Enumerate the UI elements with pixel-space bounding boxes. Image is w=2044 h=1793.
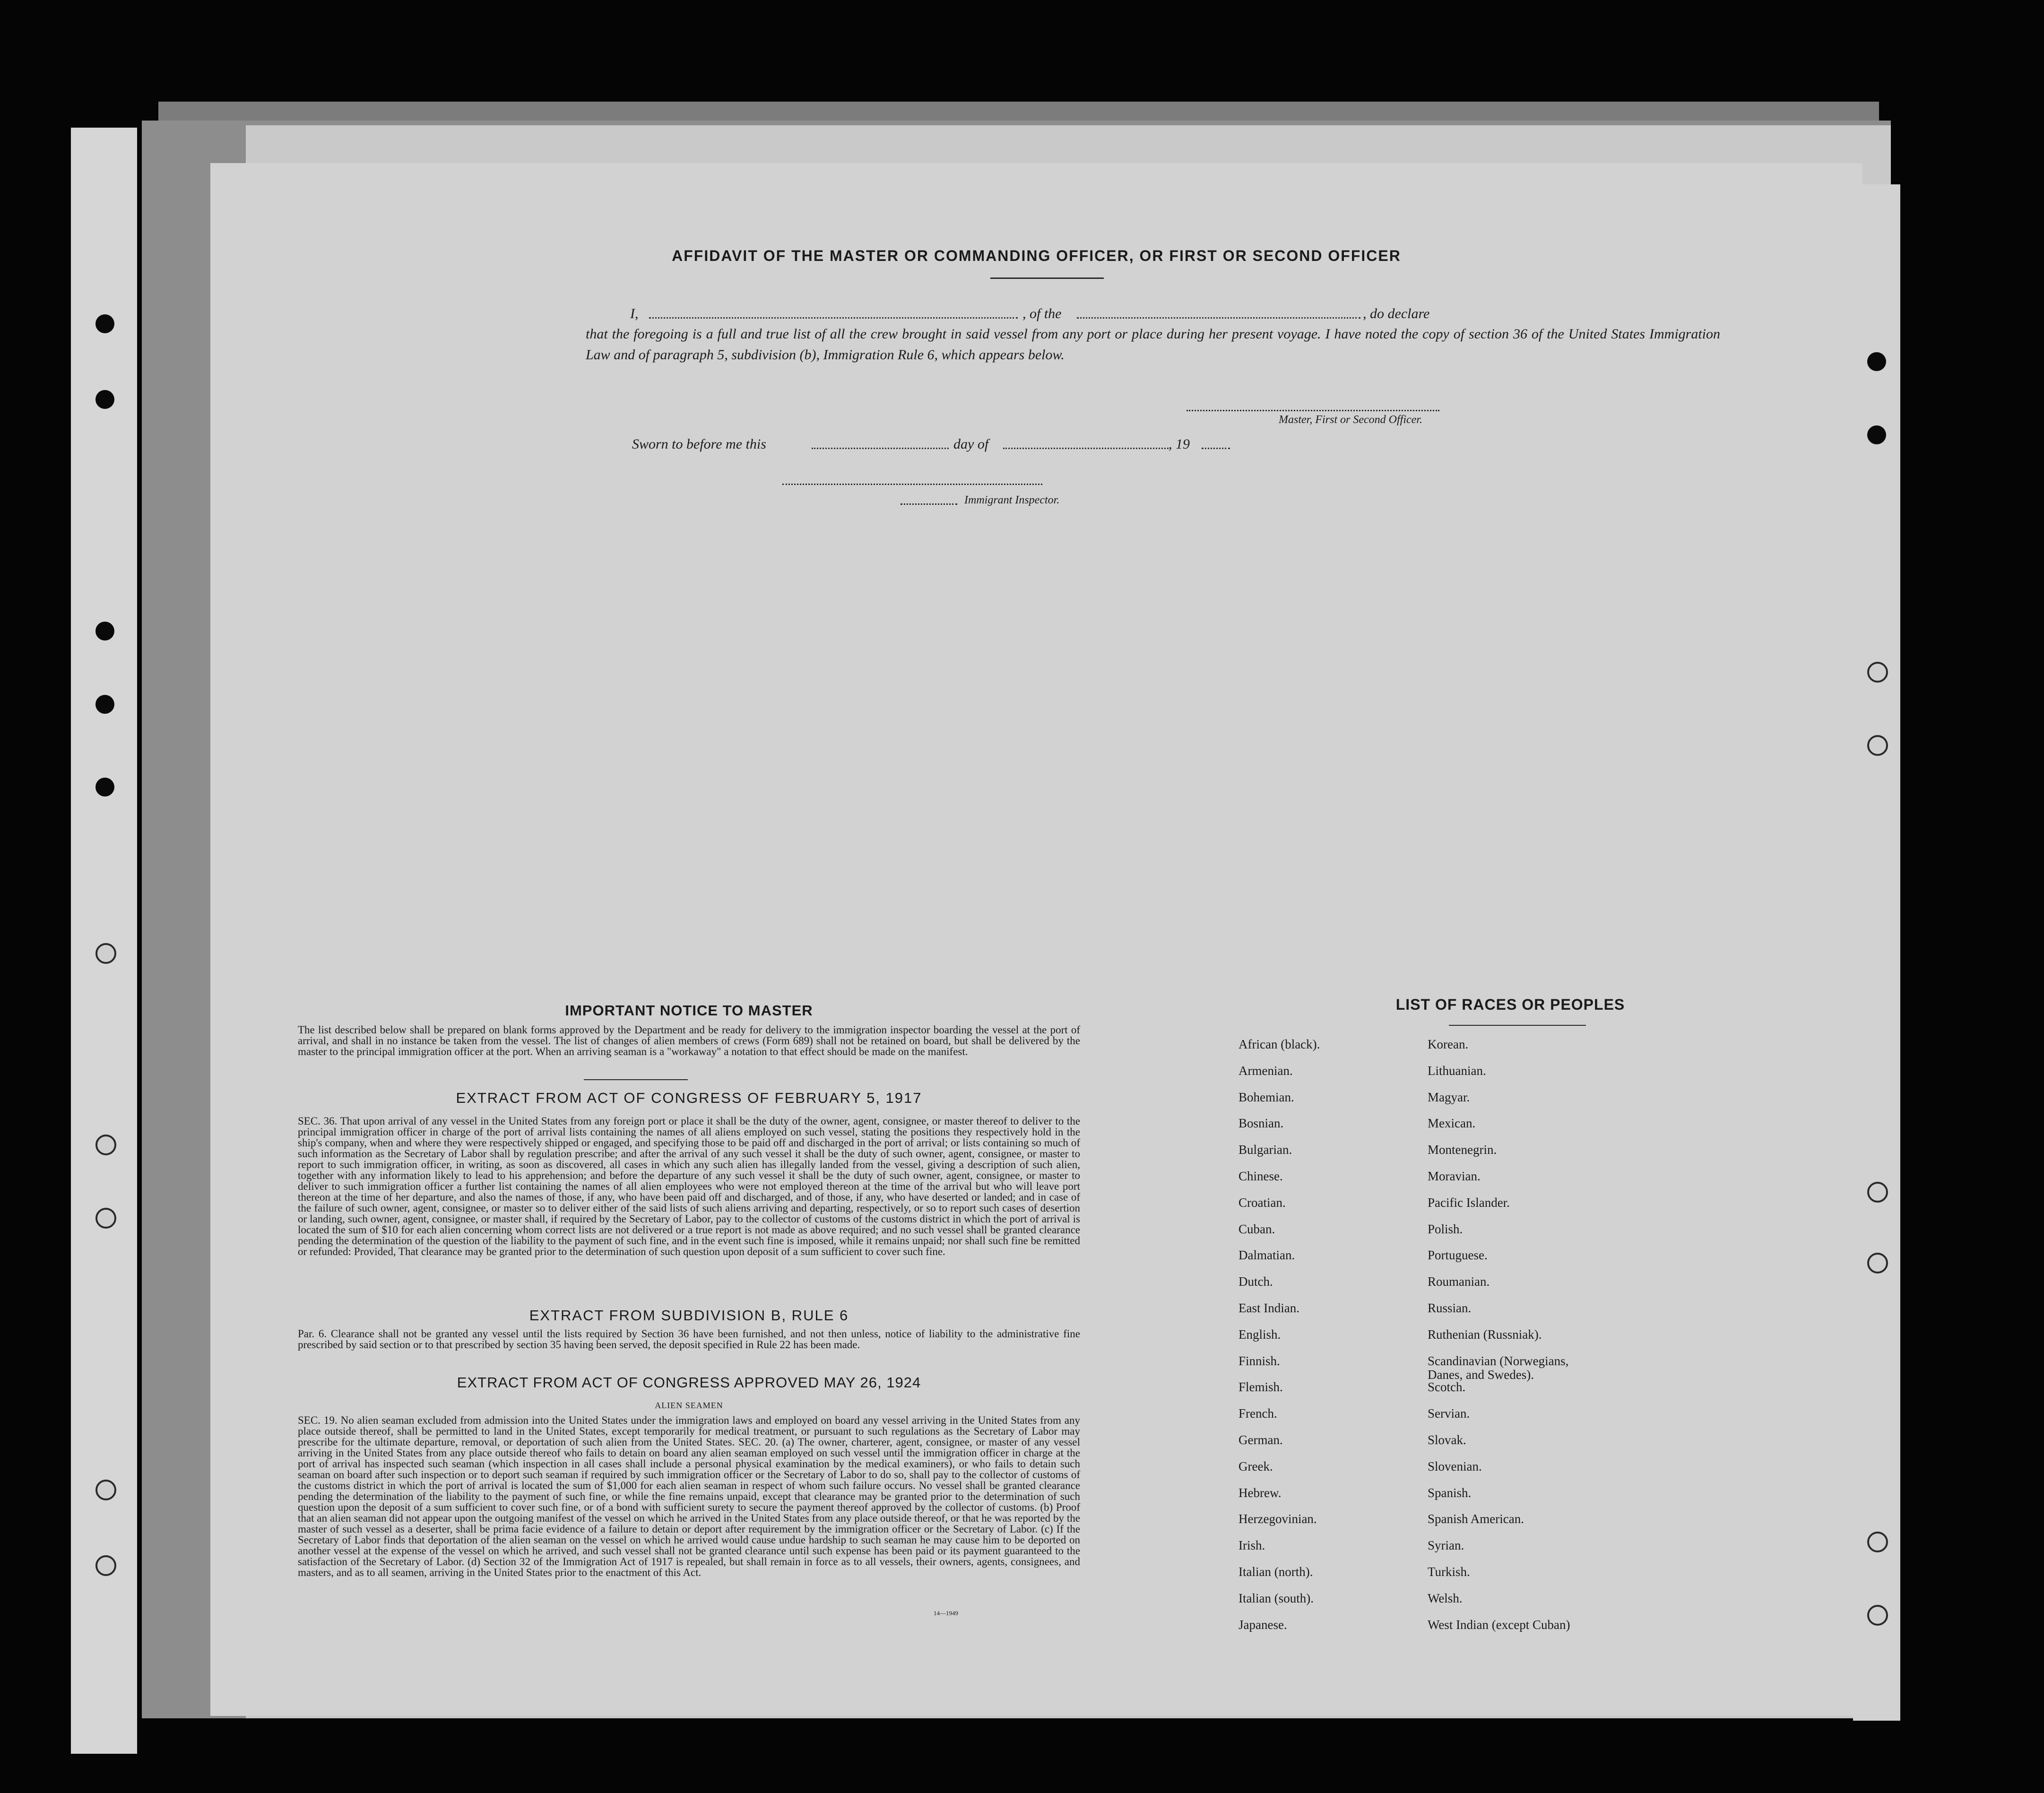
binder-hole — [95, 943, 116, 964]
binder-hole — [1867, 735, 1888, 756]
binder-hole — [95, 622, 114, 641]
race-item: Magyar. — [1428, 1090, 1470, 1104]
of-the-label: , of the — [1022, 306, 1062, 321]
extract-1924-body: SEC. 19. No alien seaman excluded from admission into the United States under the immigration laws and employed on board any vessel arriving in the United States from any place outside thereof, shall be permitted to land in the United States, except temporarily for medical treatment, or pursuant to such regulations as the Secretary of Labor may prescribe for the ultimate departure, removal, or deportation of such alien from the United States. SEC. 20. (a) The owner, charterer, agent, consignee, or master of any vessel arriving in the United States from any place outside thereof who fails to detain on board any alien seaman employed on such vessel until the immigration officer in charge at the port of arrival has inspected such seaman (which inspection in all cases shall include a personal physical examination by the medical examiners), or who fails to detain such seaman on board after such inspection or to deport such seaman if required by such immigration officer or the Secretary of Labor to do so, shall pay to the collector of customs of the customs district in which the port of arrival is located the sum of $1,000 for each alien seaman in respect of whom such failure occurs. No vessel shall be granted clearance pending the determination of the liability to the payment of such fine, or while the fine remains unpaid, except that clearance may be granted prior to the determination of such question upon the deposit of a sum sufficient to cover such fine, or of a bond with sufficient surety to secure the payment thereof approved by the collector of customs. (b) Proof that an alien seaman did not appear upon the outgoing manifest of the vessel on which he arrived in the United States from any place outside thereof, or that he was reported by the master of such vessel as a deserter, shall be prima facie evidence of a failure to detain or deport after requirement by the immigration officer or the Secretary of Labor. (c) If the Secretary of Labor finds that deportation of the alien seaman on the vessel on which he arrived would cause undue hardship to such seaman he may cause him to be deported on another vessel at the expense of the vessel on which he arrived, and such vessel shall not be granted clearance until such expense has been paid or its payment guaranteed to the satisfaction of the Secretary of Labor. (d) Section 32 of the Immigration Act of 1917 is repealed, but shall remain in force as to all vessels, their owners, agents, consignees, and masters, and as to all seamen, arriving in the United States prior to the enactment of this Act. — [298, 1414, 1080, 1578]
race-item: Montenegrin. — [1428, 1143, 1497, 1157]
declaration-body: that the foregoing is a full and true list of all the crew brought in said vessel from any port or place during her present voyage. I have noted the copy of section 36 of the United States Immigration Law and of paragraph 5, subdivision (b), Immigration Rule 6, which appears below. — [586, 326, 1720, 363]
race-item: Korean. — [1428, 1037, 1469, 1051]
notice-title: IMPORTANT NOTICE TO MASTER — [565, 1002, 813, 1019]
race-item: Chinese. — [1239, 1169, 1283, 1183]
race-item: German. — [1239, 1433, 1283, 1447]
binder-hole — [1867, 425, 1886, 444]
race-item: Dalmatian. — [1239, 1248, 1295, 1263]
race-item: French. — [1239, 1406, 1277, 1421]
race-item: Italian (south). — [1239, 1591, 1314, 1605]
race-item: Syrian. — [1428, 1538, 1464, 1553]
inspector-blank[interactable] — [782, 484, 1042, 485]
binder-hole — [95, 1555, 116, 1576]
binder-hole — [95, 314, 114, 333]
races-rule — [1449, 1025, 1586, 1026]
binder-hole — [95, 1135, 116, 1155]
print-code: 14—1949 — [934, 1610, 958, 1617]
notice-body: The list described below shall be prepared on blank forms approved by the Department and be ready for delivery to the immigration inspector boarding the vessel at the port of arrival, and shall in no instance be taken from the vessel. The list of changes of alien members of crews (Form 689) shall not be retained on board, but shall be delivered by the master to the principal immigration officer at the port. When an arriving seaman is a "workaway" a notation to that effect should be made on the manifest. — [298, 1024, 1080, 1057]
extract-rule6-body: Par. 6. Clearance shall not be granted any vessel until the lists required by Section 36 have been furnished, and not then unless, notice of liability to the administrative fine prescribed by said section or to that prescribed by section 35 having been served, the deposit specified in Rule 22 has been made. — [298, 1328, 1080, 1351]
vessel-blank[interactable] — [1077, 317, 1360, 319]
race-item: Japanese. — [1239, 1617, 1287, 1632]
inspector-blank-short — [901, 503, 957, 505]
inspector-label: Immigrant Inspector. — [964, 494, 1060, 506]
race-item: Herzegovinian. — [1239, 1512, 1317, 1526]
race-item: English. — [1239, 1327, 1281, 1342]
day-of-label: day of — [953, 436, 989, 452]
race-item: Turkish. — [1428, 1565, 1470, 1579]
race-item: Greek. — [1239, 1459, 1273, 1473]
year-blank[interactable] — [1202, 448, 1230, 449]
race-item: Mexican. — [1428, 1116, 1476, 1131]
race-item: West Indian (except Cuban) — [1428, 1617, 1570, 1632]
race-item: Pacific Islander. — [1428, 1195, 1510, 1210]
extract-1917-body: SEC. 36. That upon arrival of any vessel in the United States from any foreign port or place it shall be the duty of the owner, agent, consignee, or master thereof to deliver to the principal immigration officer in charge of the port of arrival lists containing the names of all aliens employed on such vessel, stating the positions they respectively hold in the ship's company, when and where they were respectively shipped or engaged, and specifying those to be paid off and discharged in the port of arrival; or lists containing so much of such information as the Secretary of Labor shall by regulation prescribe; and after the arrival of any such vessel it shall be the duty of such owner, agent, consignee, or master to report to such immigration officer, in writing, as soon as discovered, all cases in which any such alien has illegally landed from the vessel, giving a description of such alien, together with any information likely to lead to his apprehension; and before the departure of any such vessel it shall be the duty of such owner, agent, consignee, or master to deliver to such immigration officer a further list containing the names of all alien employees who were not employed thereon at the time of the arrival but who will leave port thereon at the time of her departure, and also the names of those, if any, who have been paid off and discharged, and of those, if any, who have deserted or landed; and in case of the failure of such owner, agent, consignee, or master so to deliver either of the said lists of such aliens arriving and departing, respectively, or so to report such cases of desertion or landing, such owner, agent, consignee, or master shall, if required by the Secretary of Labor, pay to the collector of customs of the customs district in which the port of arrival is located the sum of $10 for each alien concerning whom correct lists are not delivered or a true report is not made as above required; and no such vessel shall be granted clearance pending the determination of the question of the liability to the payment of such fine, and in the event such fine is imposed, while it remains unpaid; nor shall such fine be remitted or refunded: Provided, That clearance may be granted prior to the determination of such question upon deposit of a sum sufficient to cover such fine. — [298, 1115, 1080, 1257]
declaration-prefix: I, — [630, 306, 639, 321]
binder-hole — [1867, 1182, 1888, 1203]
day-blank[interactable] — [812, 448, 949, 449]
binder-hole — [1867, 1532, 1888, 1552]
extract-1917-title: EXTRACT FROM ACT OF CONGRESS OF FEBRUARY 5, 1917 — [456, 1090, 922, 1106]
extract-rule6-title: EXTRACT FROM SUBDIVISION B, RULE 6 — [529, 1307, 849, 1324]
race-item: Spanish. — [1428, 1485, 1472, 1500]
binder-hole — [95, 778, 114, 797]
year-label: , 19 — [1169, 436, 1190, 452]
race-item: Roumanian. — [1428, 1274, 1490, 1289]
race-item: Finnish. — [1239, 1353, 1280, 1368]
title-rule — [990, 277, 1104, 279]
race-item: Welsh. — [1428, 1591, 1463, 1605]
race-item: Polish. — [1428, 1221, 1463, 1236]
race-item: Russian. — [1428, 1301, 1472, 1315]
affidavit-page — [210, 163, 1862, 1716]
extract-1924-subtitle: ALIEN SEAMEN — [655, 1401, 723, 1410]
races-title: LIST OF RACES OR PEOPLES — [1395, 996, 1625, 1013]
signature-blank[interactable] — [1187, 410, 1439, 411]
race-item: Hebrew. — [1239, 1485, 1282, 1500]
race-item: Irish. — [1239, 1538, 1265, 1553]
race-item: Slovenian. — [1428, 1459, 1482, 1473]
binder-hole — [1867, 1605, 1888, 1626]
race-item: Dutch. — [1239, 1274, 1273, 1289]
notice-rule — [584, 1079, 688, 1080]
month-blank[interactable] — [1003, 448, 1169, 449]
binder-hole — [95, 695, 114, 714]
do-declare-label: , do declare — [1363, 306, 1430, 321]
declaration-line — [630, 306, 1717, 325]
binder-strip-left — [71, 128, 137, 1754]
race-item: Lithuanian. — [1428, 1063, 1486, 1078]
race-item: East Indian. — [1239, 1301, 1299, 1315]
race-item: Cuban. — [1239, 1221, 1275, 1236]
sworn-prefix: Sworn to before me this — [632, 436, 766, 452]
extract-1924-title: EXTRACT FROM ACT OF CONGRESS APPROVED MAY 26, 1924 — [457, 1374, 921, 1391]
binder-hole — [95, 1208, 116, 1229]
race-item: Servian. — [1428, 1406, 1470, 1421]
race-item: Portuguese. — [1428, 1248, 1488, 1263]
binder-hole — [1867, 352, 1886, 371]
race-item: Scandinavian (Norwegians, Danes, and Swedes). — [1428, 1353, 1569, 1382]
affidavit-title: AFFIDAVIT OF THE MASTER OR COMMANDING OFFICER, OR FIRST OR SECOND OFFICER — [672, 247, 1401, 264]
binder-hole — [95, 1480, 116, 1500]
race-item: Moravian. — [1428, 1169, 1481, 1183]
race-item: Bohemian. — [1239, 1090, 1294, 1104]
race-item: Slovak. — [1428, 1433, 1466, 1447]
sworn-line — [632, 436, 1483, 455]
race-item: Spanish American. — [1428, 1512, 1524, 1526]
name-blank[interactable] — [649, 317, 1018, 319]
binder-hole — [1867, 1253, 1888, 1273]
race-item: Ruthenian (Russniak). — [1428, 1327, 1542, 1342]
race-item: Italian (north). — [1239, 1565, 1313, 1579]
race-item: Croatian. — [1239, 1195, 1286, 1210]
race-item: Scotch. — [1428, 1380, 1466, 1395]
binder-hole — [1867, 662, 1888, 683]
race-item: Armenian. — [1239, 1063, 1293, 1078]
race-item: African (black). — [1239, 1037, 1320, 1051]
signature-label: Master, First or Second Officer. — [1279, 414, 1422, 426]
race-item: Flemish. — [1239, 1380, 1283, 1395]
race-item: Bosnian. — [1239, 1116, 1284, 1131]
race-item: Bulgarian. — [1239, 1143, 1292, 1157]
binder-hole — [95, 390, 114, 409]
